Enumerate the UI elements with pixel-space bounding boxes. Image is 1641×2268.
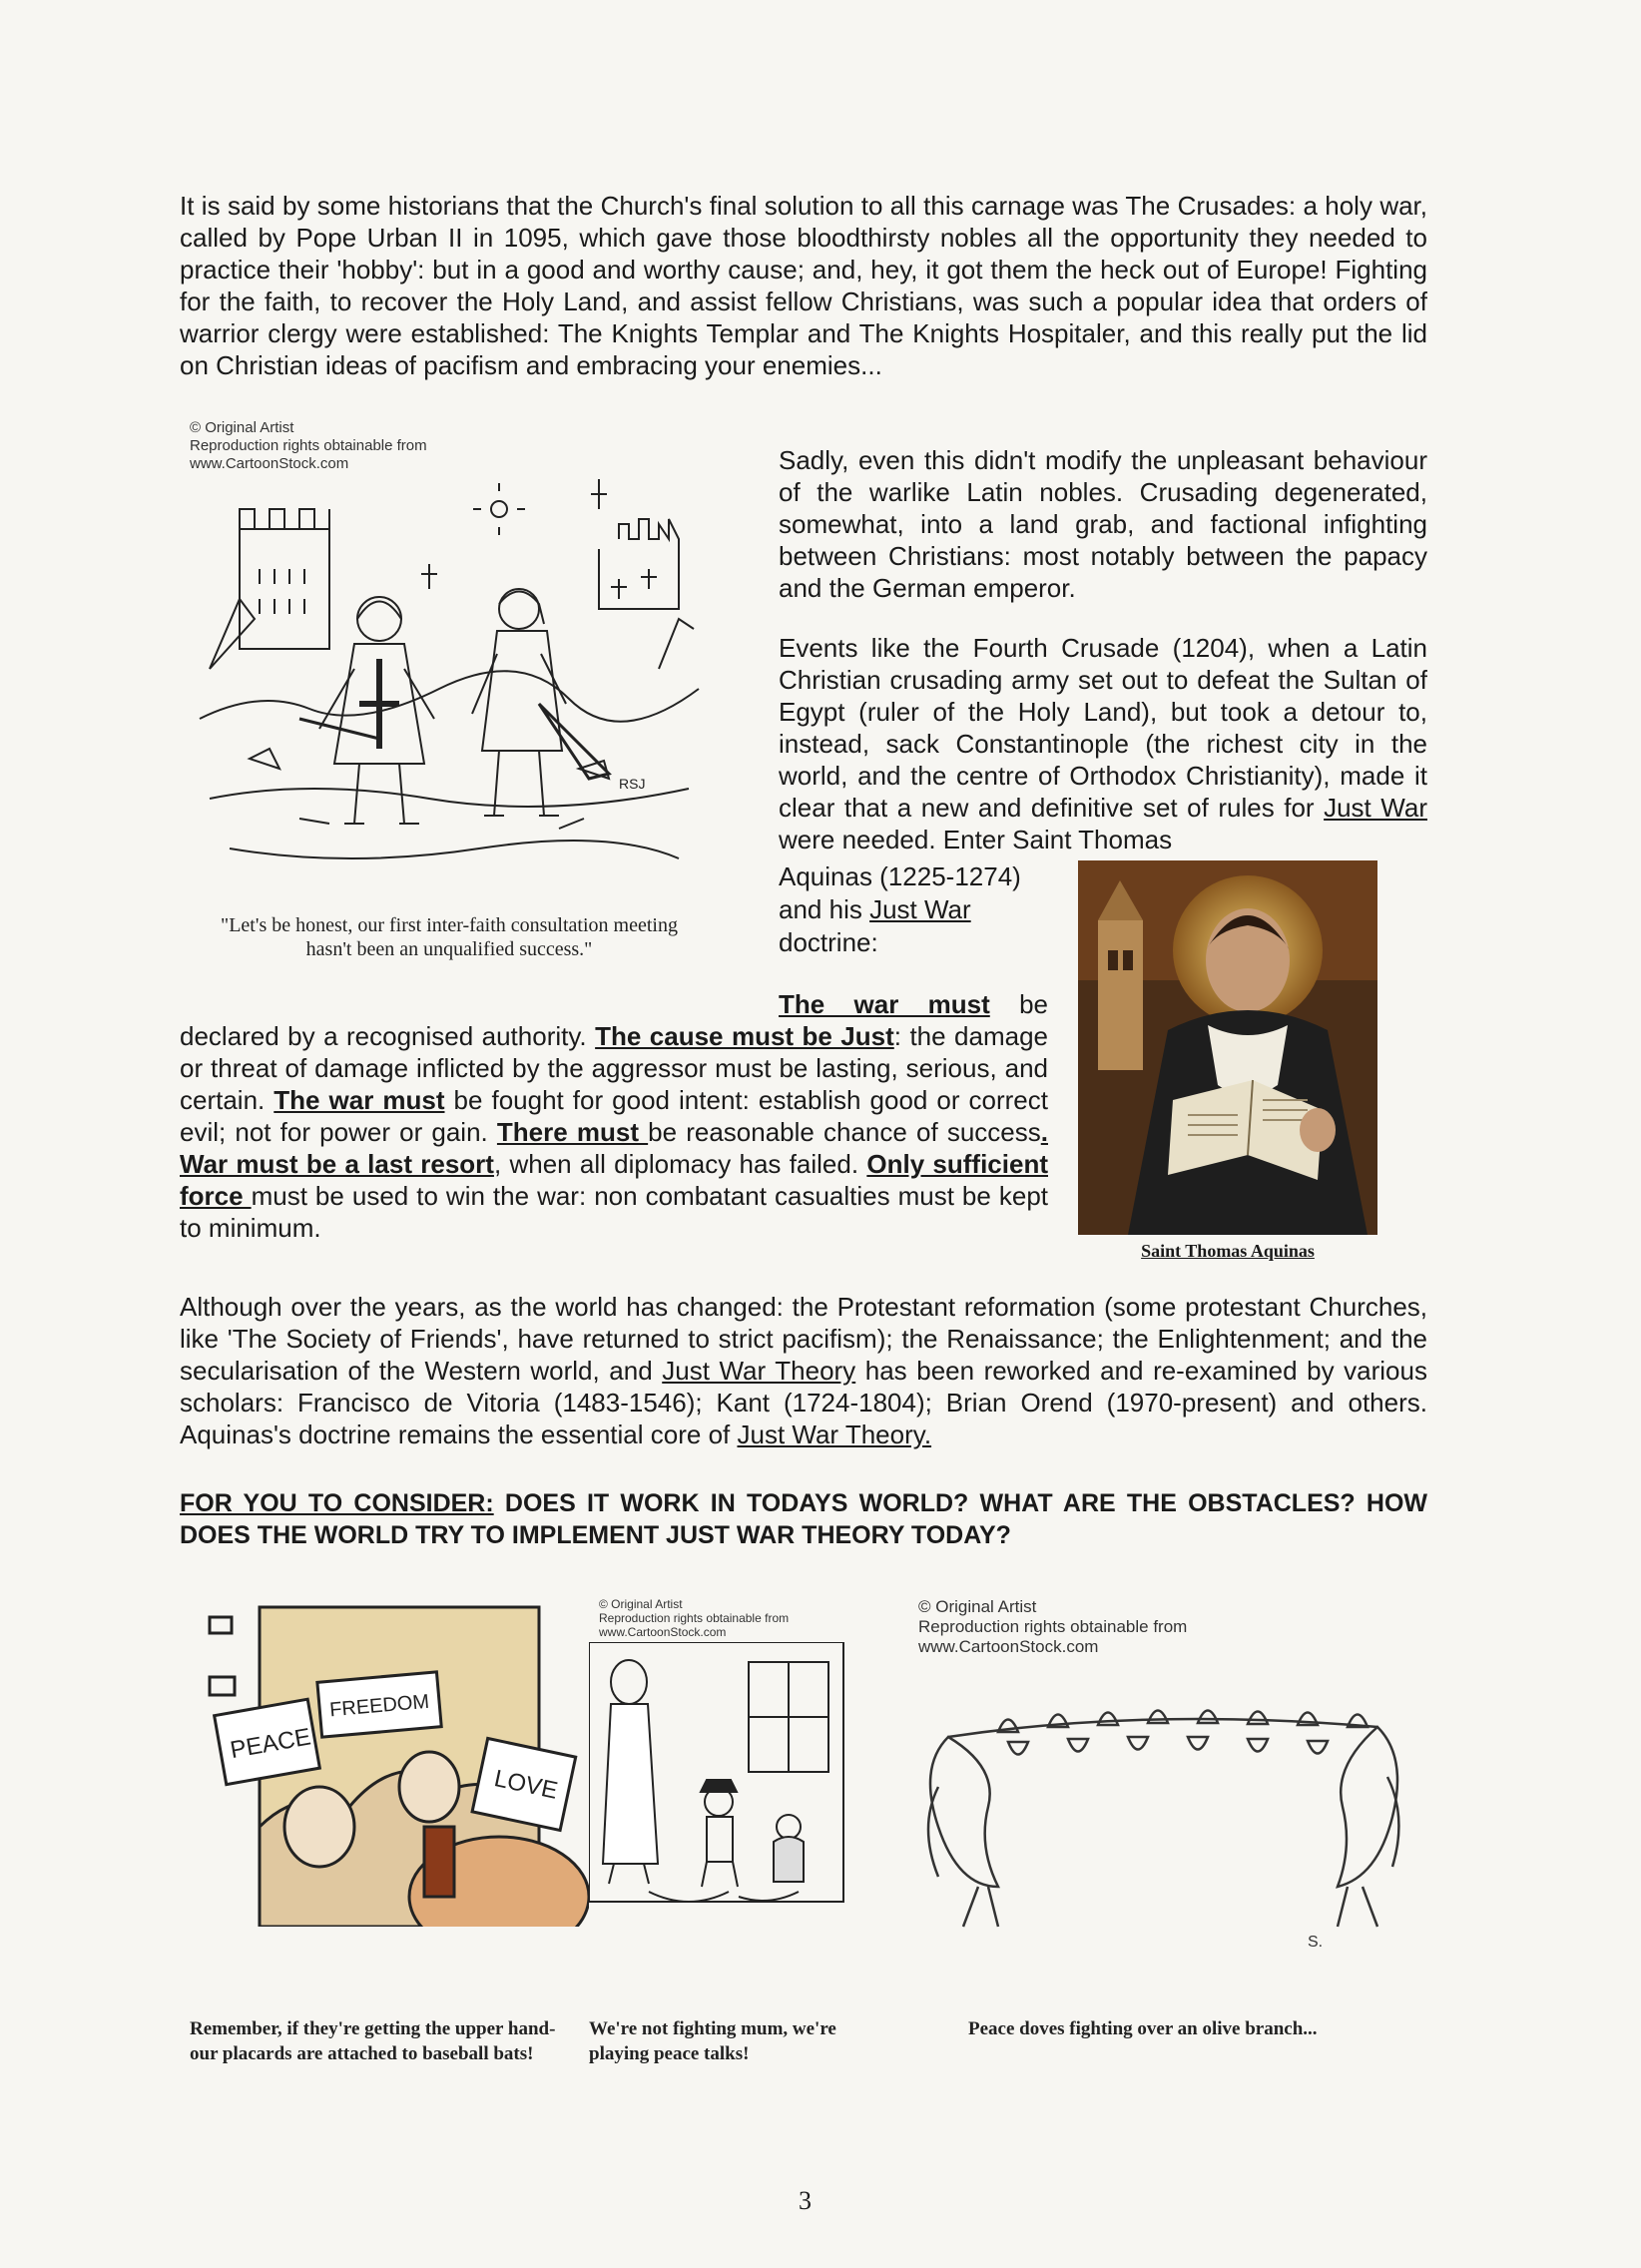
cartoon-doves-caption: Peace doves fighting over an olive branch... [968, 2018, 1318, 2039]
page-number: 3 [799, 2186, 812, 2215]
cartoon-peace-talks-caption: We're not fighting mum, we're playing peace talks! [589, 2018, 836, 2064]
sign-freedom: FREEDOM [328, 1690, 430, 1722]
right-column [779, 444, 1427, 883]
portrait-caption: Saint Thomas Aquinas [1141, 1241, 1315, 1261]
cartoon-protesters [200, 1597, 589, 1927]
cartoon-doves [908, 1597, 1437, 1957]
cartoon-peace-talks [589, 1597, 848, 1937]
just-war-link: Just War [1324, 793, 1427, 823]
aquinas-intro: Aquinas (1225-1274) and his Just War doctrine: [779, 861, 1021, 957]
intro-paragraph: It is said by some historians that the Church's final solution to all this carnage was The Crusades: a holy war, called by Pope Urban II in 1095, which gave those bloodthirsty nobles all the opportunity they needed to practice their 'hobby': but in a good and worthy cause; and, hey, it got them the heck out of Europe! Fighting for the faith, to recover the Holy Land, and assist fellow Christians, was such a popular idea that orders of warrior clergy were established: The Knights Templar and The Knights Hospitaler, and this really put the lid on Christian ideas of pacifism and embracing your enemies... [180, 191, 1427, 380]
just-war-criteria: The war must be declared by a recognised authority. The cause must be Just: the damage or threat of damage inflicted by the aggressor must be lasting, serious, and certain. The war must be fought for good intent: establish good or correct evil; not for power or gain. There must be reasonable chance of success. War must be a last resort, when all diplomacy has failed. Only sufficient force must be used to win the war: non combatant casualties must be kept to minimum. [180, 989, 1049, 1243]
cartoon-protesters-caption: Remember, if they're getting the upper hand- our placards are attached to baseball bats! [190, 2018, 556, 2064]
svg-text:S.: S. [1308, 1934, 1324, 1951]
paragraph-fourth-crusade: Events like the Fourth Crusade (1204), when a Latin Christian crusading army set out to defeat the Sultan of Egypt (ruler of the Holy Land), but took a detour to, instead, sack Constantinople (the richest city in the world, and the centre of Orthodox Christianity), made it clear that a new and definitive set of rules for Just War were needed. Enter Saint Thomas [779, 633, 1427, 854]
sign-love: LOVE [491, 1765, 560, 1805]
consider-prompt: FOR YOU TO CONSIDER: DOES IT WORK IN TODAYS WORLD? WHAT ARE THE OBSTACLES? HOW DOES THE WORLD TRY TO IMPLEMENT JUST WAR THEORY TODAY? [180, 1489, 1428, 1549]
svg-text:RSJ: RSJ [619, 776, 646, 792]
cartoon-credit: © Original Artist Reproduction rights obtainable from www.CartoonStock.com [190, 419, 427, 472]
crusaders-illustration [180, 469, 719, 908]
sign-peace: PEACE [228, 1723, 313, 1765]
reformation-paragraph: Although over the years, as the world has changed: the Protestant reformation (some protestant Churches, like 'The Society of Friends', have returned to strict pacifism); the Renaissance; the Enlightenment; and the secularisation of the Western world, and Just War Theory has been reworked and re-examined by various scholars: Francisco de Vitoria (1483-1546); Kant (1724-1804); Brian Orend (1970-present) and others. Aquinas's doctrine remains the essential core of Just War Theory. [180, 1292, 1427, 1449]
cartoon-credit: © Original Artist Reproduction rights obtainable from www.CartoonStock.com [918, 1597, 1188, 1656]
aquinas-portrait [1078, 860, 1377, 1235]
paragraph-sadly: Sadly, even this didn't modify the unpleasant behaviour of the warlike Latin nobles. Crusading degenerated, somewhat, into a land grab, and factional infighting between Christians: most notably between the papacy and the German emperor. [779, 445, 1427, 603]
cartoon-caption: "Let's be honest, our first inter-faith consultation meeting hasn't been an unqualified success." [221, 914, 678, 960]
cartoon-crusaders [180, 419, 719, 958]
consider-label: FOR YOU TO CONSIDER: [180, 1489, 494, 1517]
cartoon-credit: © Original Artist Reproduction rights obtainable from www.CartoonStock.com [599, 1597, 790, 1639]
